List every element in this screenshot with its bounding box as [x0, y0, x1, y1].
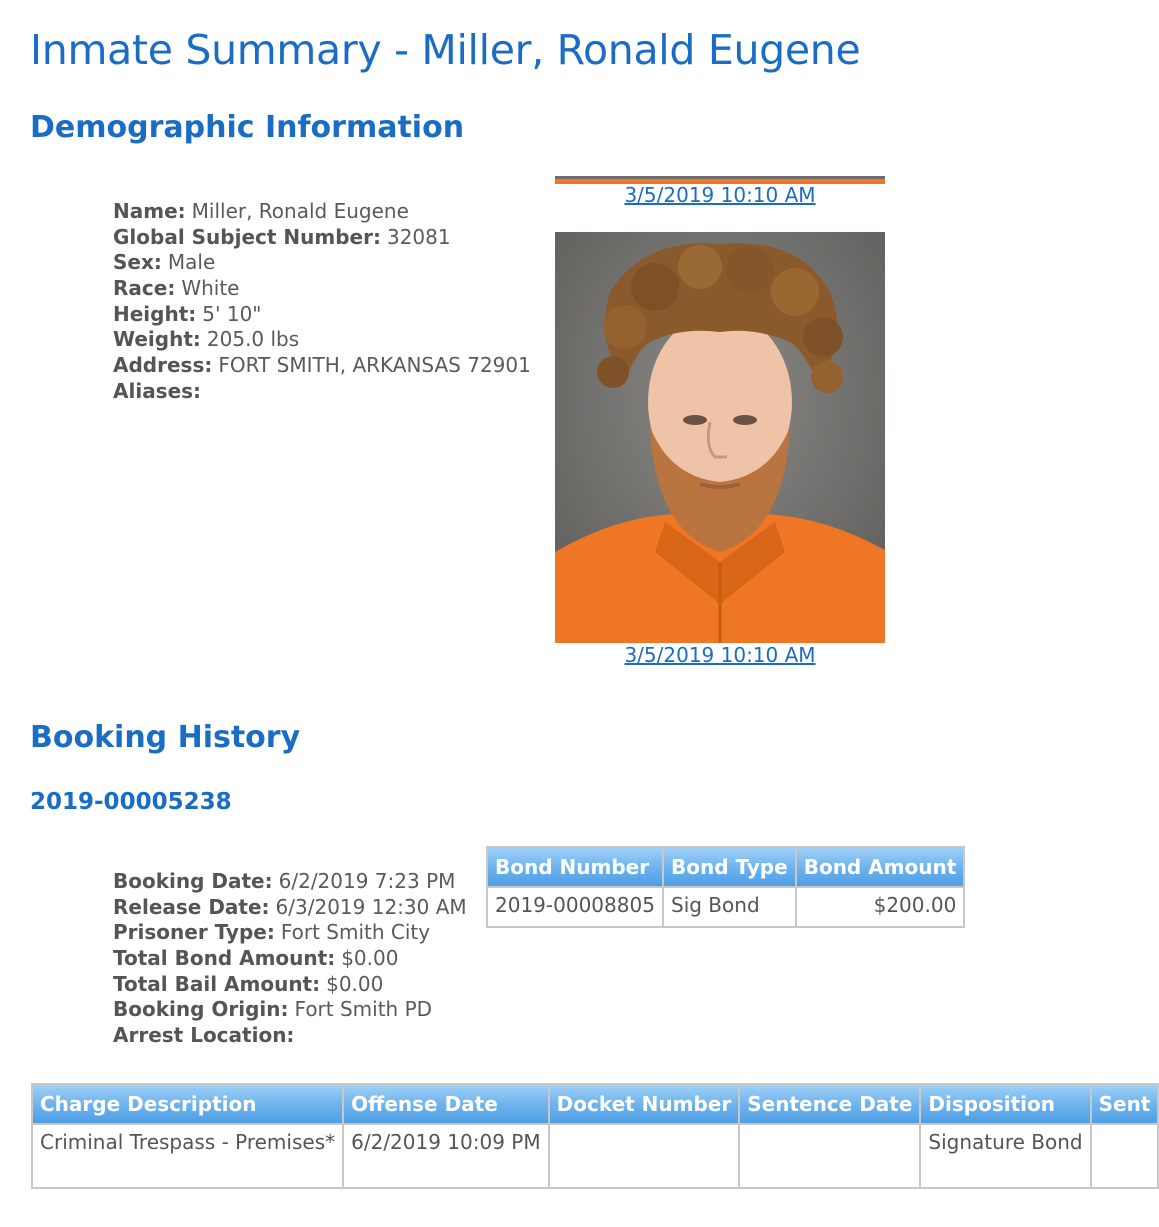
offense-date-header: Offense Date [343, 1084, 549, 1124]
height-label: Height: [113, 301, 197, 326]
booking-info [113, 869, 467, 1049]
release-date-label: Release Date: [113, 894, 270, 919]
demographic-heading: Demographic Information [30, 110, 465, 145]
arrest-location-row [113, 1023, 467, 1049]
bond-table-header-row [487, 847, 964, 887]
prisoner-type-value: Fort Smith City [280, 920, 431, 945]
total-bail-amount-label: Total Bail Amount: [113, 971, 321, 996]
total-bail-amount-value: $0.00 [326, 971, 384, 996]
docket-number-header: Docket Number [549, 1084, 740, 1124]
name-row [113, 199, 531, 225]
photo-date-link-2[interactable]: 3/5/2019 10:10 AM [624, 643, 816, 667]
table-row [32, 1124, 1158, 1188]
booking-date-label: Booking Date: [113, 869, 273, 893]
global-subject-number-value: 32081 [386, 224, 451, 249]
prisoner-type-label: Prisoner Type: [113, 920, 275, 945]
arrest-location-label: Arrest Location: [113, 1023, 295, 1048]
address-row [113, 353, 531, 379]
bond-number-header: Bond Number [487, 847, 663, 887]
disposition-header: Disposition [920, 1084, 1090, 1124]
charge-description-header: Charge Description [32, 1084, 343, 1124]
prisoner-type-row [113, 920, 467, 946]
race-row [113, 276, 531, 302]
charge-table [31, 1083, 1159, 1189]
total-bond-amount-row [113, 946, 467, 972]
booking-number: 2019-00005238 [30, 789, 232, 815]
sentence-cell [1091, 1124, 1159, 1188]
weight-label: Weight: [113, 327, 201, 352]
booking-origin-label: Booking Origin: [113, 997, 289, 1022]
mugshot-image [555, 232, 885, 643]
bond-amount-header: Bond Amount [796, 847, 965, 887]
aliases-row [113, 379, 531, 405]
booking-origin-value: Fort Smith PD [294, 997, 433, 1022]
address-label: Address: [113, 353, 213, 378]
sex-value: Male [167, 250, 216, 275]
total-bond-amount-value: $0.00 [341, 946, 399, 971]
bond-table [486, 846, 965, 928]
bond-number-cell: 2019-00008805 [487, 887, 663, 927]
name-label: Name: [113, 199, 186, 223]
sex-row [113, 250, 531, 276]
booking-date-value: 6/2/2019 7:23 PM [278, 869, 456, 893]
sentence-header: Sent [1091, 1084, 1159, 1124]
global-subject-number-label: Global Subject Number: [113, 224, 381, 249]
photo-date-link-1[interactable]: 3/5/2019 10:10 AM [624, 183, 816, 207]
global-subject-number-row [113, 225, 531, 251]
table-row [487, 887, 964, 927]
page-title: Inmate Summary - Miller, Ronald Eugene [30, 26, 861, 74]
bond-type-header: Bond Type [663, 847, 796, 887]
height-row [113, 302, 531, 328]
total-bail-amount-row [113, 972, 467, 998]
release-date-value: 6/3/2019 12:30 AM [275, 894, 467, 919]
sentence-date-cell [739, 1124, 920, 1188]
sentence-date-header: Sentence Date [739, 1084, 920, 1124]
bond-amount-cell: $200.00 [796, 887, 965, 927]
race-value: White [181, 276, 240, 301]
booking-date-row [113, 869, 467, 895]
release-date-row [113, 895, 467, 921]
address-value: FORT SMITH, ARKANSAS 72901 [218, 353, 531, 378]
race-label: Race: [113, 276, 176, 301]
booking-origin-row [113, 997, 467, 1023]
booking-history-heading: Booking History [30, 720, 301, 755]
bond-type-cell: Sig Bond [663, 887, 796, 927]
weight-row [113, 327, 531, 353]
weight-value: 205.0 lbs [206, 327, 300, 352]
docket-number-cell [549, 1124, 740, 1188]
aliases-label: Aliases: [113, 378, 202, 403]
sex-label: Sex: [113, 250, 162, 275]
demographic-info [113, 199, 531, 405]
name-value: Miller, Ronald Eugene [191, 199, 409, 223]
disposition-cell: Signature Bond [920, 1124, 1090, 1188]
height-value: 5' 10" [202, 301, 262, 326]
offense-date-cell: 6/2/2019 10:09 PM [343, 1124, 549, 1188]
mugshot-photo [555, 232, 885, 643]
charge-description-cell: Criminal Trespass - Premises* [32, 1124, 343, 1188]
charge-table-header-row [32, 1084, 1158, 1124]
total-bond-amount-label: Total Bond Amount: [113, 946, 336, 971]
